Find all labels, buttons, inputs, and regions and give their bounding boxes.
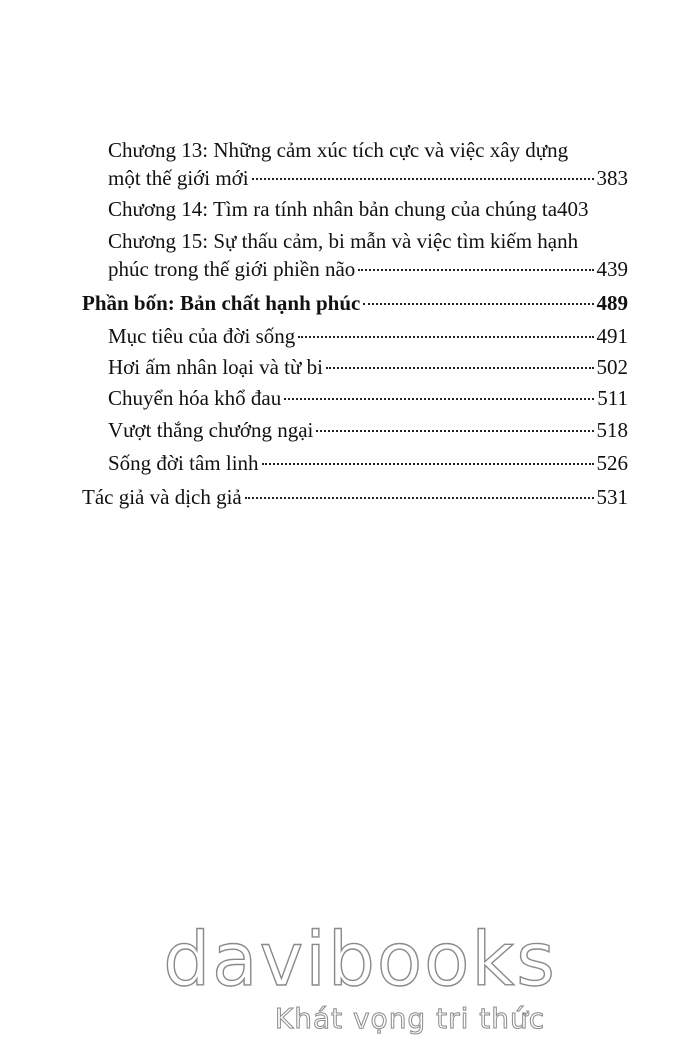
item-page: 502 — [596, 355, 628, 379]
toc-entry-authors — [82, 483, 628, 511]
authors-title: Tác giả và dịch giả — [82, 485, 242, 509]
item-title: Mục tiêu của đời sống — [108, 324, 296, 348]
watermark-brand-logo: davibooks — [163, 917, 557, 1003]
item-page: 511 — [597, 386, 628, 410]
dot-leader — [358, 269, 593, 271]
chapter-13-page: 383 — [596, 166, 628, 190]
dot-leader — [326, 367, 594, 369]
dot-leader — [316, 430, 593, 432]
chapter-13-title-line2: một thế giới mới — [108, 166, 249, 190]
toc-entry-chapter-15 — [108, 227, 628, 283]
watermark-tagline: Khát vọng tri thức — [274, 1002, 546, 1035]
item-title: Vượt thắng chướng ngại — [108, 418, 314, 442]
toc-entry-chapter-13 — [108, 136, 628, 192]
chapter-14-title: Chương 14: Tìm ra tính nhân bản chung của chúng ta — [108, 197, 558, 221]
chapter-13-title-line1: Chương 13: Những cảm xúc tích cực và việc xây dựng — [108, 138, 569, 162]
item-title: Chuyển hóa khổ đau — [108, 386, 282, 410]
item-page: 518 — [596, 418, 628, 442]
item-title: Sống đời tâm linh — [108, 451, 259, 475]
chapter-14-page: 403 — [557, 197, 589, 221]
dot-leader — [252, 178, 594, 180]
chapter-15-title-line1: Chương 15: Sự thấu cảm, bi mẫn và việc tìm kiếm hạnh — [108, 229, 579, 253]
item-title: Hơi ấm nhân loại và từ bi — [108, 355, 323, 379]
dot-leader — [298, 336, 593, 338]
part-4-page: 489 — [596, 291, 628, 315]
toc-entry-item-3 — [108, 384, 628, 412]
chapter-15-page: 439 — [596, 257, 628, 281]
dot-leader — [284, 398, 594, 400]
toc-entry-part-4 — [82, 289, 628, 317]
dot-leader — [245, 497, 594, 499]
toc-entry-item-2 — [108, 353, 628, 381]
part-4-title: Phần bốn: Bản chất hạnh phúc — [82, 291, 361, 315]
dot-leader — [363, 303, 593, 305]
chapter-15-title-line2: phúc trong thế giới phiền não — [108, 257, 356, 281]
toc-entry-item-5 — [108, 449, 628, 477]
dot-leader — [262, 463, 594, 465]
toc-entry-item-1 — [108, 322, 628, 350]
toc-entry-chapter-14 — [108, 195, 628, 223]
item-page: 491 — [596, 324, 628, 348]
toc-entry-item-4 — [108, 416, 628, 444]
item-page: 526 — [596, 451, 628, 475]
authors-page: 531 — [596, 485, 628, 509]
